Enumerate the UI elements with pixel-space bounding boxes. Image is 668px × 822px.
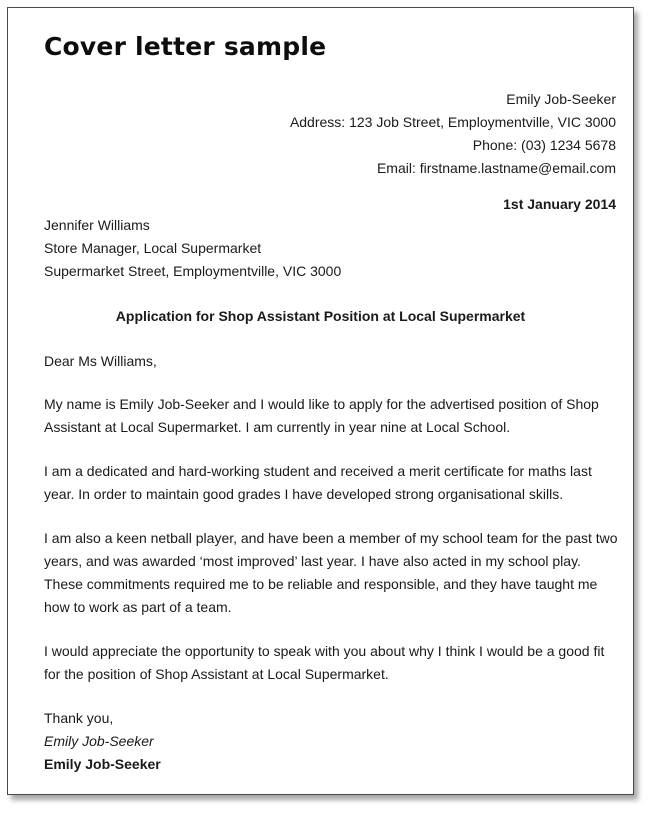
sender-email: Email: firstname.lastname@email.com <box>376 160 616 176</box>
sender-phone: Phone: (03) 1234 5678 <box>472 137 616 153</box>
page-title: Cover letter sample <box>44 32 327 61</box>
body-paragraph-4: I would appreciate the opportunity to speak with you about why I think I would be a good fit for the position of Shop Assistant at Local Supermarket. <box>44 643 605 682</box>
letter-date: 1st January 2014 <box>503 196 616 212</box>
recipient-role: Store Manager, Local Supermarket <box>44 240 262 256</box>
body-paragraph-3: I am also a keen netball player, and have been a member of my school team for the past two years, and was awarded ‘most improved’ last year. I have also acted in my school play. These commitments required me to be reliable and responsible, and they have taught me how to work as part of a team. <box>44 530 618 615</box>
sender-name: Emily Job-Seeker <box>506 91 616 107</box>
recipient-name: Jennifer Williams <box>44 217 150 233</box>
letter-body <box>44 350 618 776</box>
letter-subject: Application for Shop Assistant Position at Local Supermarket <box>115 308 526 324</box>
sender-block <box>290 88 616 180</box>
signoff-block <box>44 707 618 776</box>
sender-address: Address: 123 Job Street, Employmentville, VIC 3000 <box>289 114 616 130</box>
closing-line: Thank you, <box>44 710 114 726</box>
signature-name: Emily Job-Seeker <box>44 756 161 772</box>
recipient-block <box>44 214 341 283</box>
salutation: Dear Ms Williams, <box>44 353 157 369</box>
body-paragraph-2: I am a dedicated and hard-working student and received a merit certificate for maths last year. In order to maintain good grades I have developed strong organisational skills. <box>44 463 592 502</box>
recipient-address: Supermarket Street, Employmentville, VIC 3000 <box>44 263 342 279</box>
letter-page <box>7 7 634 795</box>
signature-italic: Emily Job-Seeker <box>44 733 154 749</box>
body-paragraph-1: My name is Emily Job-Seeker and I would like to apply for the advertised position of Shop Assistant at Local Supermarket. I am currently in year nine at Local School. <box>44 396 599 435</box>
